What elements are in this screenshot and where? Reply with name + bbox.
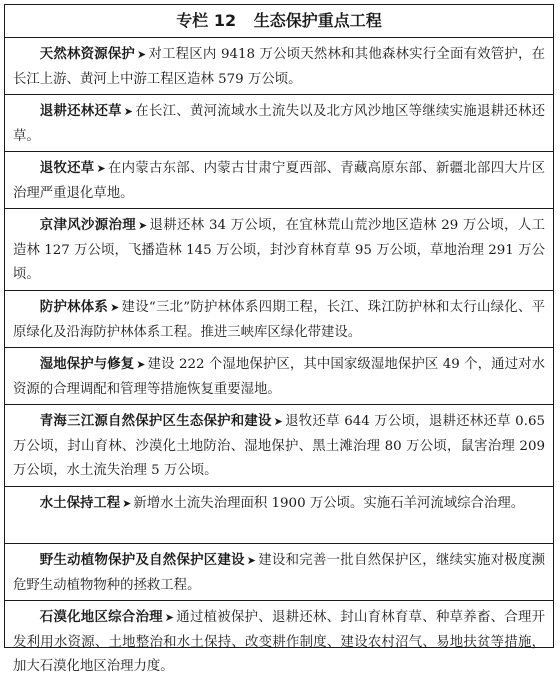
arrow-icon: ➤ bbox=[96, 162, 106, 175]
section-wetland bbox=[5, 347, 553, 404]
arrow-icon: ➤ bbox=[164, 611, 175, 624]
section-grazing-to-grass bbox=[5, 151, 553, 208]
box-title bbox=[5, 5, 553, 37]
section-text: 新增水土流失治理面积 1900 万公顷。实施石羊河流域综合治理。 bbox=[133, 496, 525, 511]
section-heading: 退耕还林还草 bbox=[39, 104, 122, 119]
section-heading: 水土保持工程 bbox=[39, 496, 121, 511]
arrow-icon: ➤ bbox=[137, 219, 148, 232]
section-grain-to-green bbox=[5, 94, 553, 151]
feature-box bbox=[4, 4, 554, 674]
section-heading: 青海三江源自然保护区生态保护和建设 bbox=[39, 414, 272, 429]
section-text: 建设和完善一批自然保护区，继续实施对极度濒危野生动植物物种的拯救工程。 bbox=[13, 553, 546, 593]
section-heading: 京津风沙源治理 bbox=[39, 218, 136, 233]
section-text: 建设“三北”防护林体系四期工程，长江、珠江防护林和太行山绿化、平原绿化及沿海防护林体系工程。推进三峡库区绿化带建设。 bbox=[13, 300, 545, 340]
section-text: 退耕还林 34 万公顷，在宜林荒山荒沙地区造林 29 万公顷，人工造林 127 万公顷，飞播造林 145 万公顷，封沙育林育草 95 万公顷，草地治理 291 万公顷。 bbox=[13, 218, 545, 282]
section-text: 对工程区内 9418 万公顷天然林和其他森林实行全面有效管护，在长江上游、黄河上中游工程区造林 579 万公顷。 bbox=[13, 47, 545, 87]
section-wildlife-reserves bbox=[5, 543, 553, 600]
section-rocky-desertification bbox=[5, 600, 553, 679]
section-heading: 退牧还草 bbox=[39, 161, 95, 176]
arrow-icon: ➤ bbox=[110, 301, 120, 314]
arrow-icon: ➤ bbox=[136, 358, 146, 371]
section-heading: 湿地保护与修复 bbox=[39, 357, 135, 372]
section-shelterbelt bbox=[5, 290, 553, 347]
arrow-icon: ➤ bbox=[273, 415, 283, 428]
section-soil-water bbox=[5, 486, 553, 543]
section-heading: 野生动植物保护及自然保护区建设 bbox=[39, 553, 245, 568]
column-label: 专栏 12 bbox=[176, 11, 237, 30]
arrow-icon: ➤ bbox=[246, 554, 257, 567]
section-natural-forest bbox=[5, 37, 553, 94]
section-sandstorm-source bbox=[5, 208, 553, 290]
section-sanjiangyuan bbox=[5, 404, 553, 486]
section-text: 在内蒙古东部、内蒙古甘肃宁夏西部、青藏高原东部、新疆北部四大片区治理严重退化草地。 bbox=[13, 161, 546, 201]
arrow-icon: ➤ bbox=[123, 105, 134, 118]
section-text: 通过植被保护、退耕还林、封山育林育草、种草养畜、合理开发利用水资源、土地整治和水土保持、改变耕作制度、建设农村沼气、易地扶贫等措施，加大石漠化地区治理力度。 bbox=[13, 610, 546, 674]
section-text: 在长江、黄河流域水土流失以及北方风沙地区等继续实施退耕还林还草。 bbox=[13, 104, 546, 144]
title-text: 生态保护重点工程 bbox=[253, 11, 382, 30]
arrow-icon: ➤ bbox=[122, 497, 132, 510]
section-heading: 石漠化地区综合治理 bbox=[39, 610, 163, 625]
section-heading: 防护林体系 bbox=[39, 300, 109, 315]
section-heading: 天然林资源保护 bbox=[39, 47, 136, 62]
section-text: 退牧还草 644 万公顷，退耕还林还草 0.65 万公顷，封山育林、沙漠化土地防治、湿地保护、黑土滩治理 80 万公顷，鼠害治理 209 万公顷，水土流失治理 5 万公顷。 bbox=[13, 414, 545, 478]
arrow-icon: ➤ bbox=[137, 48, 147, 61]
section-text: 建设 222 个湿地保护区，其中国家级湿地保护区 49 个，通过对水资源的合理调配和管理等措施恢复重要湿地。 bbox=[13, 357, 545, 397]
